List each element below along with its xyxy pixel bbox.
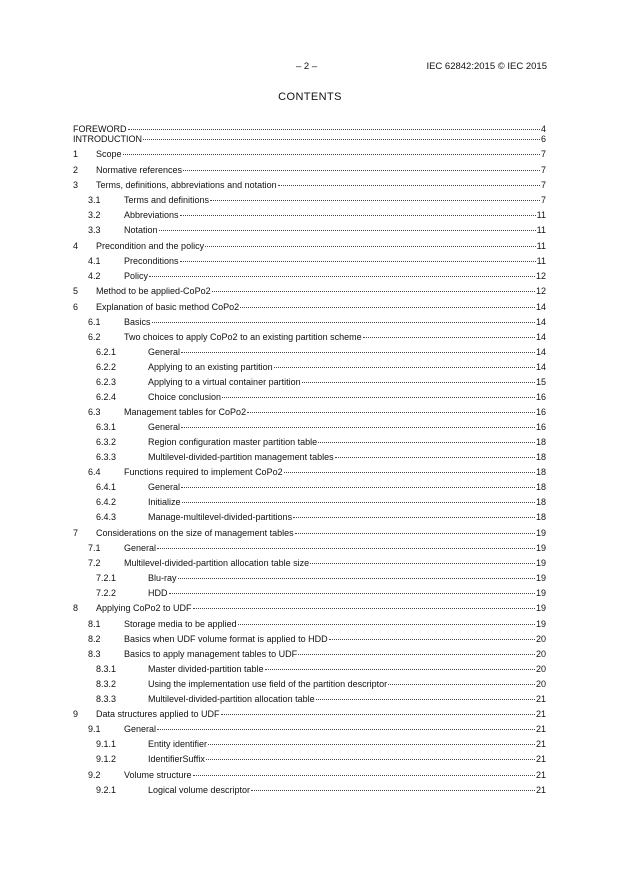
toc-entry[interactable] [73, 422, 546, 432]
toc-entry-number: 8.3 [88, 649, 101, 659]
toc-entry-page: 11 [536, 225, 546, 236]
toc-entry[interactable] [73, 134, 546, 144]
toc-entry[interactable] [73, 392, 546, 402]
toc-entry[interactable] [73, 694, 546, 704]
toc-entry-number: 8.3.3 [96, 694, 117, 704]
toc-entry-title: Blu-ray [148, 573, 177, 584]
toc-entry[interactable] [73, 347, 546, 357]
toc-entry-page: 19 [535, 573, 546, 584]
toc-entry-title: Considerations on the size of management tables [96, 527, 294, 538]
toc-entry[interactable] [73, 619, 546, 629]
toc-entry[interactable] [73, 664, 546, 674]
toc-entry-page: 19 [535, 618, 546, 629]
toc-entry-title: Volume structure [124, 769, 192, 780]
toc-entry-number: 9.2 [88, 769, 101, 780]
page-header [0, 61, 620, 75]
toc-dot-leader [169, 592, 535, 594]
toc-dot-leader [302, 381, 535, 383]
toc-entry-title: Initialize [148, 497, 181, 508]
toc-entry[interactable] [73, 588, 546, 598]
toc-entry-number: 6.3.3 [96, 452, 117, 463]
toc-entry-title: Management tables for CoPo2 [124, 407, 247, 418]
toc-entry-page: 21 [535, 739, 546, 750]
toc-dot-leader [212, 290, 535, 292]
toc-entry-page: 4 [540, 124, 546, 134]
toc-entry[interactable] [73, 634, 546, 644]
toc-entry-number: 3.3 [88, 225, 101, 236]
toc-entry-number: 6.2 [88, 332, 101, 343]
toc-entry[interactable] [73, 271, 546, 281]
toc-dot-leader [143, 138, 540, 140]
toc-dot-leader [238, 623, 535, 625]
toc-entry-number: 3.2 [88, 210, 101, 221]
toc-entry-page: 11 [536, 255, 546, 266]
toc-entry[interactable] [73, 195, 546, 205]
toc-entry[interactable] [73, 362, 546, 372]
toc-entry-number: 6.4.3 [96, 512, 117, 523]
toc-dot-leader [181, 486, 535, 488]
toc-entry-page: 14 [535, 301, 546, 312]
toc-entry-number: 7.2 [88, 558, 101, 569]
toc-entry-page: 18 [535, 512, 546, 523]
toc-entry-title: Basics when UDF volume format is applied to HDD [124, 633, 328, 644]
toc-entry-number: 6.2.3 [96, 377, 117, 388]
toc-entry-title: Data structures applied to UDF [96, 709, 220, 720]
toc-dot-leader [180, 214, 536, 216]
toc-dot-leader [221, 713, 535, 715]
toc-entry-page: 7 [540, 164, 546, 175]
toc-entry-number: 5 [73, 286, 79, 297]
toc-entry-number: 6.3.2 [96, 437, 117, 448]
toc-entry-title: Policy [124, 271, 149, 282]
toc-entry[interactable] [73, 558, 546, 568]
toc-entry-title: Multilevel-divided-partition allocation table size [124, 558, 310, 569]
toc-entry-page: 7 [540, 195, 546, 206]
toc-dot-leader [388, 683, 535, 685]
toc-dot-leader [363, 336, 535, 338]
toc-entry-page: 19 [535, 542, 546, 553]
toc-entry[interactable] [73, 467, 546, 477]
toc-entry-page: 21 [535, 754, 546, 765]
toc-entry-page: 11 [536, 240, 546, 251]
toc-entry[interactable] [73, 754, 546, 764]
toc-dot-leader [247, 411, 535, 413]
toc-entry-number: 7.1 [88, 542, 101, 553]
toc-entry-page: 20 [535, 679, 546, 689]
toc-entry-number: 7.2.2 [96, 588, 117, 599]
toc-dot-leader [240, 306, 535, 308]
toc-entry-title: Normative references [96, 164, 183, 175]
toc-entry-title: Using the implementation use field of the partition descriptor [148, 679, 388, 689]
toc-entry-title: Storage media to be applied [124, 618, 237, 629]
toc-entry[interactable] [73, 124, 546, 134]
toc-dot-leader [178, 577, 535, 579]
toc-entry-page: 16 [535, 422, 546, 433]
toc-entry-number: 9.1 [88, 724, 101, 735]
toc-dot-leader [310, 562, 535, 564]
toc-entry-number: 7 [73, 527, 79, 538]
toc-entry[interactable] [73, 165, 546, 175]
toc-entry-title: Basics [124, 316, 151, 327]
toc-dot-leader [274, 366, 535, 368]
toc-entry-page: 14 [535, 332, 546, 343]
toc-entry[interactable] [73, 437, 546, 447]
toc-entry[interactable] [73, 482, 546, 492]
toc-dot-leader [193, 607, 535, 609]
contents-title: CONTENTS [278, 91, 342, 103]
toc-entry-page: 21 [535, 769, 546, 780]
toc-entry-title: Region configuration master partition table [148, 437, 318, 448]
toc-dot-leader [298, 653, 535, 655]
toc-dot-leader [251, 789, 535, 791]
toc-dot-leader [316, 698, 535, 700]
toc-entry-title: Master divided-partition table [148, 664, 264, 674]
toc-dot-leader [181, 426, 535, 428]
toc-dot-leader [222, 396, 535, 398]
toc-entry-title: HDD [148, 588, 168, 599]
toc-entry-page: 11 [536, 210, 546, 221]
toc-entry-title: Entity identifier [148, 739, 208, 750]
toc-entry[interactable] [73, 709, 546, 719]
toc-dot-leader [152, 321, 535, 323]
toc-entry-title: General [124, 542, 157, 553]
toc-entry-number: 4.1 [88, 255, 101, 266]
toc-entry-title: General [124, 724, 157, 735]
toc-entry-number: 7.2.1 [96, 573, 117, 584]
toc-entry[interactable] [73, 739, 546, 749]
toc-dot-leader [157, 728, 535, 730]
toc-dot-leader [295, 532, 535, 534]
toc-entry-number: 1 [73, 149, 79, 160]
toc-entry[interactable] [73, 332, 546, 342]
toc-entry-title: Applying CoPo2 to UDF [96, 603, 192, 614]
toc-entry-page: 16 [535, 392, 546, 403]
toc-entry-title: General [148, 347, 181, 358]
toc-entry-title: Multilevel-divided-partition management tables [148, 452, 334, 463]
toc-dot-leader [149, 275, 535, 277]
toc-dot-leader [182, 501, 535, 503]
toc-entry-page: 16 [535, 407, 546, 418]
toc-entry-number: 6.4.1 [96, 482, 117, 493]
toc-entry-number: 6.1 [88, 316, 101, 327]
toc-entry-page: 14 [535, 362, 546, 373]
toc-entry-page: 20 [535, 664, 546, 674]
toc-entry-number: 6.4.2 [96, 497, 117, 508]
toc-entry-title: INTRODUCTION [73, 134, 142, 144]
toc-entry[interactable] [73, 149, 546, 159]
toc-dot-leader [278, 184, 540, 186]
toc-entry-page: 19 [535, 603, 546, 614]
toc-entry-page: 18 [535, 467, 546, 478]
toc-entry-title: Abbreviations [124, 210, 179, 221]
toc-dot-leader [206, 758, 535, 760]
page-number: – 2 – [296, 61, 318, 72]
table-of-contents [73, 124, 546, 795]
toc-entry[interactable] [73, 241, 546, 251]
toc-entry[interactable] [73, 679, 546, 689]
toc-entry-page: 21 [535, 709, 546, 720]
toc-entry[interactable] [73, 528, 546, 538]
toc-dot-leader [183, 169, 540, 171]
toc-entry-title: Notation [124, 225, 158, 236]
toc-entry-number: 2 [73, 164, 79, 175]
toc-entry-title: Basics to apply management tables to UDF [124, 649, 298, 659]
toc-entry-title: Explanation of basic method CoPo2 [96, 301, 240, 312]
toc-entry-number: 6.4 [88, 467, 101, 478]
toc-entry-number: 8.3.1 [96, 664, 117, 674]
toc-entry-number: 6.2.4 [96, 392, 117, 403]
toc-entry-page: 20 [535, 633, 546, 644]
toc-entry-title: Method to be applied-CoPo2 [96, 286, 211, 297]
toc-dot-leader [128, 128, 540, 130]
toc-entry-title: Applying to a virtual container partition [148, 377, 301, 388]
toc-entry-page: 14 [535, 316, 546, 327]
toc-entry-number: 9.1.2 [96, 754, 117, 765]
toc-entry-page: 18 [535, 497, 546, 508]
toc-entry-number: 8.2 [88, 633, 101, 644]
toc-entry-page: 7 [540, 179, 546, 190]
toc-entry-page: 20 [535, 649, 546, 659]
toc-entry-title: Applying to an existing partition [148, 362, 273, 373]
toc-entry[interactable] [73, 317, 546, 327]
toc-dot-leader [208, 743, 535, 745]
toc-dot-leader [265, 668, 535, 670]
toc-entry-number: 8.3.2 [96, 679, 117, 689]
toc-dot-leader [329, 638, 535, 640]
toc-entry-title: Terms and definitions [124, 195, 210, 206]
toc-entry[interactable] [73, 302, 546, 312]
toc-entry[interactable] [73, 377, 546, 387]
toc-entry-number: 8 [73, 603, 79, 614]
toc-entry-number: 6.3.1 [96, 422, 117, 433]
toc-dot-leader [284, 471, 535, 473]
toc-entry[interactable] [73, 649, 546, 659]
toc-entry-page: 18 [535, 482, 546, 493]
toc-entry-page: 12 [535, 286, 546, 297]
toc-entry[interactable] [73, 724, 546, 734]
toc-entry-number: 6.2.2 [96, 362, 117, 373]
toc-entry-number: 4.2 [88, 271, 101, 282]
toc-entry-title: Manage-multilevel-divided-partitions [148, 512, 293, 523]
toc-entry[interactable] [73, 497, 546, 507]
toc-entry[interactable] [73, 210, 546, 220]
toc-entry[interactable] [73, 603, 546, 613]
toc-entry[interactable] [73, 452, 546, 462]
toc-entry-page: 21 [535, 724, 546, 735]
toc-dot-leader [193, 774, 535, 776]
toc-entry[interactable] [73, 573, 546, 583]
toc-entry-title: Precondition and the policy [96, 240, 205, 251]
toc-entry-title: Two choices to apply CoPo2 to an existing partition scheme [124, 332, 362, 343]
toc-entry-title: Logical volume descriptor [148, 784, 251, 795]
toc-entry-title: Multilevel-divided-partition allocation table [148, 694, 315, 704]
toc-entry[interactable] [73, 180, 546, 190]
toc-entry[interactable] [73, 543, 546, 553]
toc-entry-title: Functions required to implement CoPo2 [124, 467, 283, 478]
toc-entry-number: 3.1 [88, 195, 101, 206]
toc-entry-number: 9.1.1 [96, 739, 117, 750]
toc-dot-leader [210, 199, 540, 201]
toc-entry-number: 9.2.1 [96, 784, 117, 795]
toc-dot-leader [293, 516, 535, 518]
toc-entry-title: Choice conclusion [148, 392, 222, 403]
standard-reference: IEC 62842:2015 © IEC 2015 [426, 61, 547, 72]
toc-dot-leader [205, 245, 536, 247]
toc-entry-title: Scope [96, 149, 122, 160]
toc-dot-leader [318, 441, 535, 443]
toc-entry-page: 12 [535, 271, 546, 282]
toc-entry-title: Terms, definitions, abbreviations and notation [96, 179, 277, 190]
toc-entry[interactable] [73, 770, 546, 780]
toc-entry-page: 6 [540, 134, 546, 144]
toc-entry-page: 15 [535, 377, 546, 388]
toc-entry[interactable] [73, 512, 546, 522]
toc-entry-number: 6.3 [88, 407, 101, 418]
toc-dot-leader [123, 153, 540, 155]
toc-entry-page: 14 [535, 347, 546, 358]
toc-entry-title: FOREWORD [73, 124, 127, 134]
toc-entry-number: 6 [73, 301, 79, 312]
toc-dot-leader [181, 351, 535, 353]
toc-entry[interactable] [73, 785, 546, 795]
toc-entry-number: 6.2.1 [96, 347, 117, 358]
toc-entry-number: 9 [73, 709, 79, 720]
toc-entry-page: 21 [535, 694, 546, 704]
toc-entry-title: General [148, 482, 181, 493]
toc-entry-page: 21 [535, 784, 546, 795]
toc-entry-number: 3 [73, 179, 79, 190]
toc-dot-leader [157, 547, 535, 549]
toc-entry-page: 19 [535, 588, 546, 599]
toc-dot-leader [180, 260, 536, 262]
toc-entry-page: 18 [535, 437, 546, 448]
toc-entry-title: IdentifierSuffix [148, 754, 205, 765]
toc-entry-number: 4 [73, 240, 79, 251]
toc-entry-number: 8.1 [88, 618, 101, 629]
toc-dot-leader [335, 456, 535, 458]
toc-entry-page: 7 [540, 149, 546, 160]
toc-entry-page: 19 [535, 558, 546, 569]
toc-dot-leader [159, 229, 536, 231]
toc-entry-page: 18 [535, 452, 546, 463]
toc-entry[interactable] [73, 256, 546, 266]
toc-entry[interactable] [73, 407, 546, 417]
toc-entry-title: General [148, 422, 181, 433]
toc-entry[interactable] [73, 286, 546, 296]
toc-entry-title: Preconditions [124, 255, 179, 266]
toc-entry-page: 19 [535, 527, 546, 538]
toc-entry[interactable] [73, 225, 546, 235]
